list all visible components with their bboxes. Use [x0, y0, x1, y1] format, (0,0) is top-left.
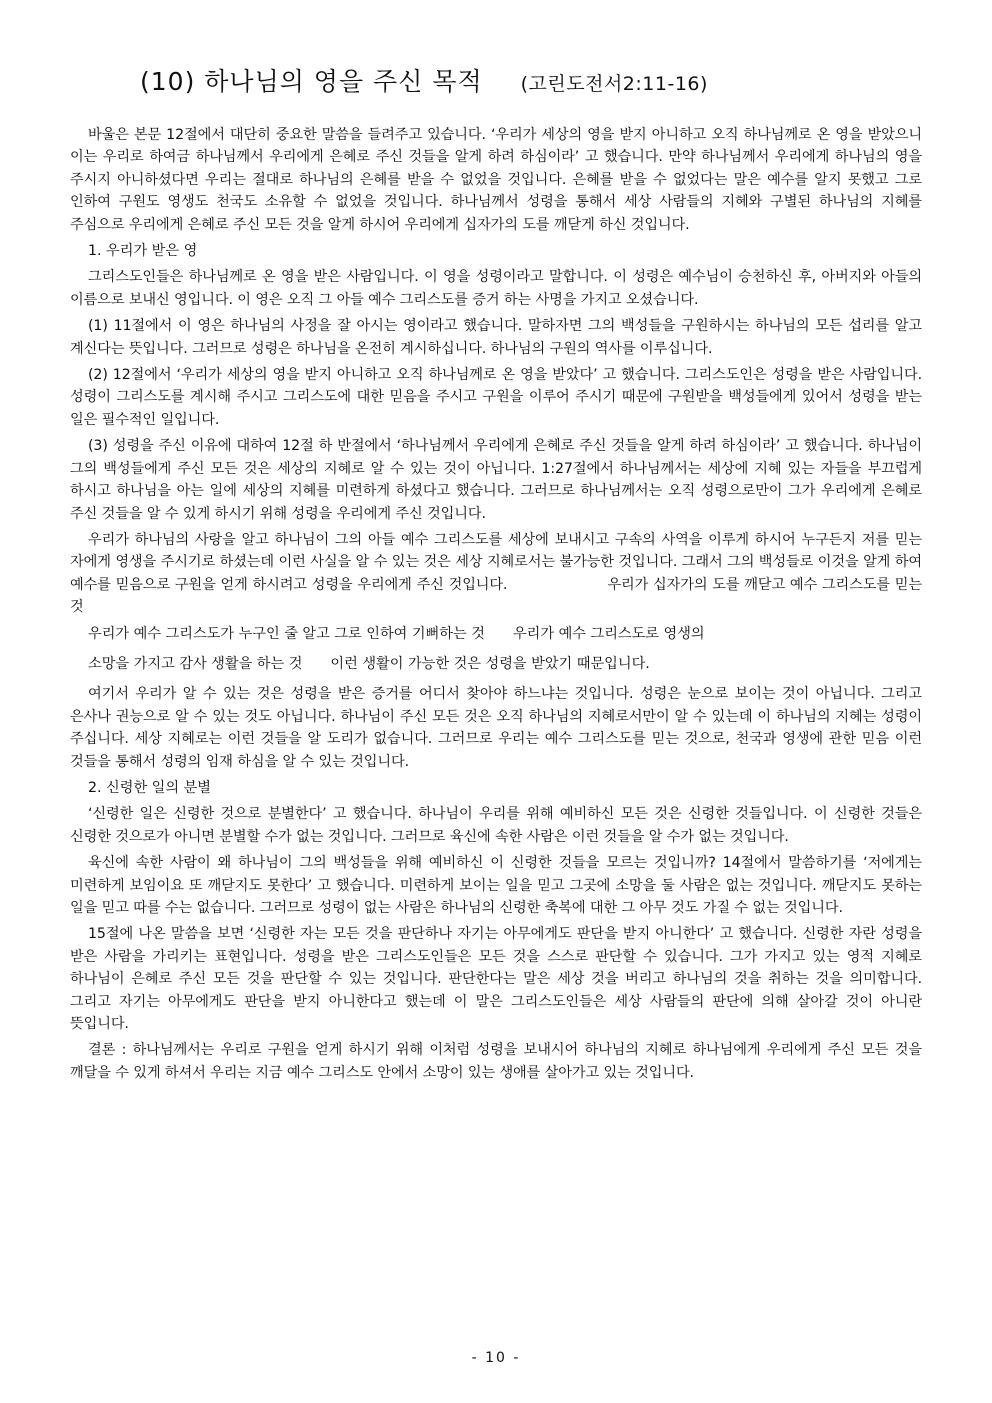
title-main: (10) 하나님의 영을 주신 목적 [140, 67, 483, 96]
summary-line-2a: 소망을 가지고 감사 생활을 하는 것 [88, 655, 303, 672]
summary-line-1b: 우리가 예수 그리스도로 영생의 [512, 625, 705, 642]
section-heading-2: 2. 신령한 일의 분별 [88, 779, 212, 796]
paragraph-conclusion: 결론 : 하나님께서는 우리로 구원을 얻게 하시기 위해 이처럼 성령을 보내시어 하나님의 지혜로 하나님에게 우리에게 주신 모든 것을 깨달을 수 있게 하셔서 우리는 지금 예수 그리스도 안에서 소망이 있는 생애를 살아가고 있는 것입니다. [70, 1042, 922, 1081]
document-page [70, 62, 922, 1088]
paragraph-9: 육신에 속한 사람이 왜 하나님이 그의 백성들을 위해 예비하신 이 신령한 것들을 모르는 것입니까? 14절에서 말씀하기를 ‘저에게는 미련하게 보임이요 또 깨닫지도 못한다’ 고 했습니다. 미련하게 보이는 일을 믿고 그곳에 소망을 둘 사람은 없는 것입니다. 깨닫지도 못하는 일을 믿고 따를 수는 없습니다. 그러므로 성령이 없는 사람은 하나님의 신령한 축복에 대한 그 아무 것도 가질 수 없는 것입니다. [70, 855, 922, 916]
summary-line-2 [88, 653, 922, 675]
paragraph-5: (3) 성령을 주신 이유에 대하여 12절 하 반절에서 ‘하나님께서 우리에게 은혜로 주신 것들을 알게 하려 하심이라’ 고 했습니다. 하나님이 그의 백성들에게 주신 모든 것은 세상의 지혜로 알 수 있는 것이 아닙니다. 1:27절에서 하나님께서는 세상에 지혜 있는 자들을 부끄럽게 하시고 하나님을 아는 일에 세상의 지혜를 미련하게 하셨다고 했습니다. 그러므로 하나님께서는 오직 성령으로만이 그가 우리에게 은혜로 주신 것들을 알 수 있게 하시기 위해 성령을 우리에게 주신 것입니다. [70, 438, 922, 522]
sermon-title [70, 62, 922, 98]
scripture-reference: (고린도전서2:11-16) [520, 73, 708, 95]
summary-line-1a: 우리가 예수 그리스도가 누구인 줄 알고 그로 인하여 기뻐하는 것 [88, 625, 485, 642]
section-heading-1: 1. 우리가 받은 영 [88, 243, 198, 260]
paragraph-6-text: 우리가 하나님의 사랑을 알고 하나님이 그의 아들 예수 그리스도를 세상에 보내시고 구속의 사역을 이루게 하시어 누구든지 저를 믿는 자에게 영생을 주시기로 하셨는데 이런 사실을 알 수 있는 것은 세상 지혜로서는 불가능한 것입니다. 그래서 그의 백성들로 이것을 알게 하여 예수를 믿음으로 구원을 얻게 하시려고 성령을 우리에게 주신 것입니다. [70, 531, 922, 593]
page-number: - 10 - [471, 1350, 521, 1366]
paragraph-3: (1) 11절에서 이 영은 하나님의 사정을 잘 아시는 영이라고 했습니다. 말하자면 그의 백성들을 구원하시는 하나님의 모든 섭리를 알고 계신다는 뜻입니다. 그러므로 성령은 하나님을 온전히 계시하십니다. 하나님의 구원의 역사를 이루십니다. [70, 318, 922, 357]
paragraph-4: (2) 12절에서 ‘우리가 세상의 영을 받지 아니하고 오직 하나님께로 온 영을 받았다’ 고 했습니다. 그리스도인은 성령을 받은 사람입니다. 성령이 그리스도를 계시해 주시고 그리스도에 대한 믿음을 주시고 구원을 이루어 주시기 때문에 구원받을 백성들에게 있어서 성령을 받는 일은 필수적인 일입니다. [70, 367, 922, 428]
paragraph-8: ‘신령한 일은 신령한 것으로 분별한다’ 고 했습니다. 하나님이 우리를 위해 예비하신 모든 것은 신령한 것들입니다. 이 신령한 것들은 신령한 것으로가 아니면 분별할 수가 없는 것입니다. 그러므로 육신에 속한 사람은 이런 것들을 알 수가 없는 것입니다. [70, 806, 922, 845]
paragraph-7: 여기서 우리가 알 수 있는 것은 성령을 받은 증거를 어디서 찾아야 하느냐는 것입니다. 성령은 눈으로 보이는 것이 아닙니다. 그리고 은사나 권능으로 알 수 있는 것도 아닙니다. 하나님이 주신 모든 것은 오직 하나님의 지혜로서만이 알 수 있는데 이 하나님의 지혜는 성령이 주십니다. 세상 지혜로는 이런 것들을 알 도리가 없습니다. 그러므로 우리는 예수 그리스도를 믿는 것으로, 천국과 영생에 관한 믿음 이런 것들을 통해서 성령의 임재 하심을 알 수 있는 것입니다. [70, 686, 922, 770]
summary-line-1 [88, 623, 922, 645]
paragraph-6-tail: 우리가 십자가의 도를 깨닫고 예수 그리스도를 믿는 것 [70, 576, 922, 616]
summary-line-2b: 이런 생활이 가능한 것은 성령을 받았기 때문입니다. [330, 655, 650, 672]
paragraph-intro: 바울은 본문 12절에서 대단히 중요한 말씀을 들려주고 있습니다. ‘우리가 세상의 영을 받지 아니하고 오직 하나님께로 온 영을 받았으니 이는 우리로 하여금 하나님께서 우리에게 은혜로 주신 것들을 알게 하려 하심이라’ 고 했습니다. 만약 하나님께서 우리에게 하나님의 영을 주시지 아니하셨다면 우리는 절대로 하나님의 은혜를 받을 수 없었을 것입니다. 은혜를 받을 수 없었다는 말은 예수를 알지 못했고 그로 인하여 구원도 영생도 천국도 소유할 수 없었을 것입니다. 하나님께서 성령을 통해서 세상 사람들의 지혜와 구별된 하나님의 지혜를 주심으로 우리에게 은혜로 주신 모든 것을 알게 하시어 우리에게 십자가의 도를 깨닫게 하신 것입니다. [70, 127, 922, 233]
paragraph-2: 그리스도인들은 하나님께로 온 영을 받은 사람입니다. 이 영을 성령이라고 말합니다. 이 성령은 예수님이 승천하신 후, 아버지와 아들의 이름으로 보내신 영입니다. 이 영은 오직 그 아들 예수 그리스도를 증거 하는 사명을 가지고 오셨습니다. [70, 269, 922, 308]
paragraph-6 [70, 529, 922, 619]
paragraph-10: 15절에 나온 말씀을 보면 ‘신령한 자는 모든 것을 판단하나 자기는 아무에게도 판단을 받지 아니한다’ 고 했습니다. 신령한 자란 성령을 받은 사람을 가리키는 표현입니다. 성령을 받은 그리스도인들은 모든 것을 스스로 판단할 수 있습니다. 그가 가지고 있는 영적 지혜로 하나님이 은혜로 주신 모든 것을 판단할 수 있는 것입니다. 판단한다는 말은 세상 것을 버리고 하나님의 것을 취하는 것을 의미합니다. 그리고 자기는 아무에게도 판단을 받지 아니한다고 했는데 이 말은 그리스도인들은 세상 사람들의 판단에 의해 살아갈 것이 아니란 뜻입니다. [70, 926, 922, 1033]
